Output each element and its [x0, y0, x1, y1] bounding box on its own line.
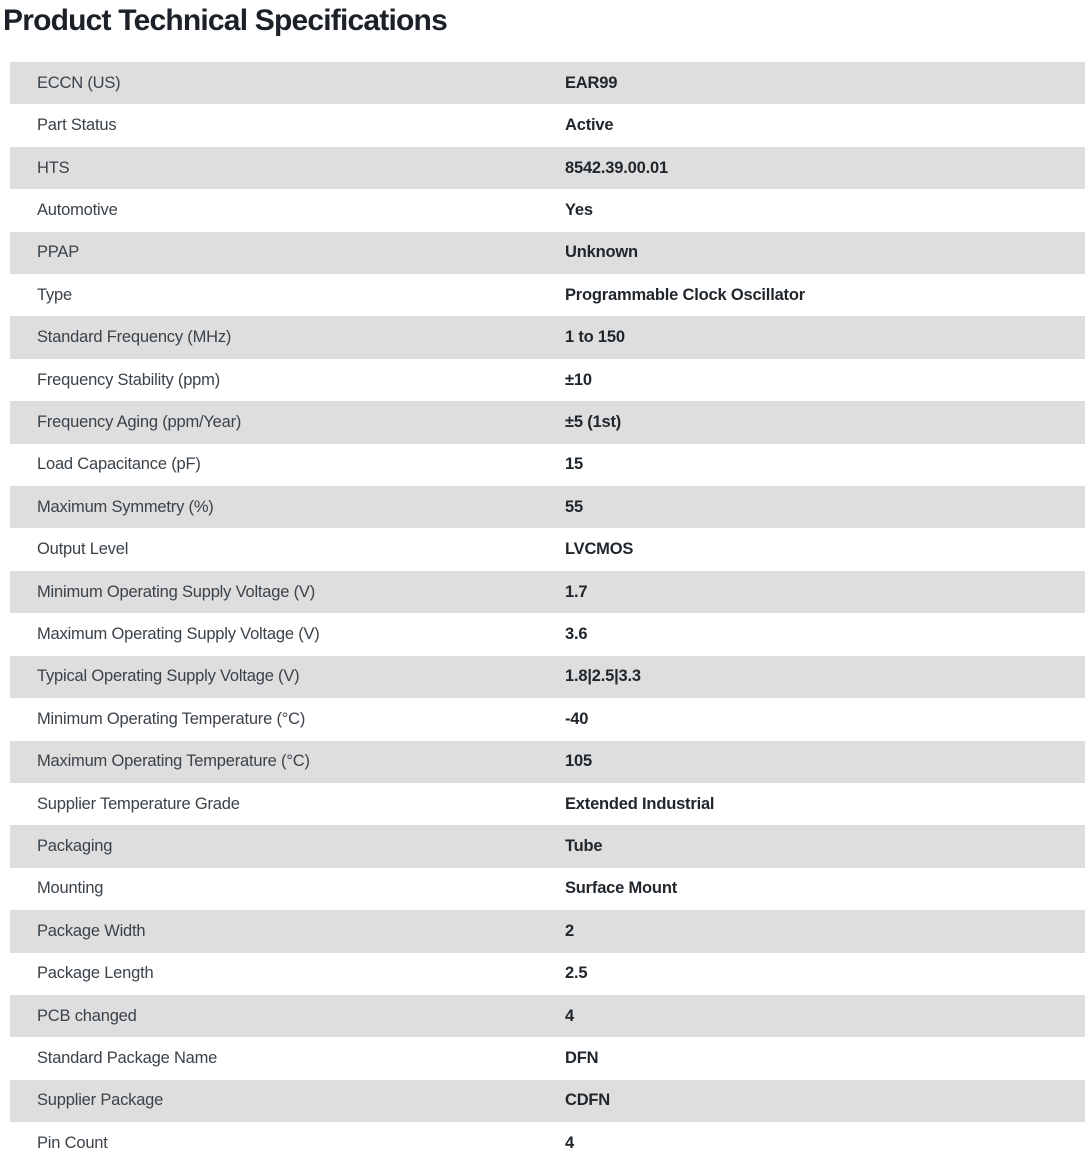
table-row — [10, 783, 1085, 825]
table-row — [10, 444, 1085, 486]
table-row — [10, 910, 1085, 952]
spec-label: PCB changed — [37, 1006, 137, 1025]
spec-label: HTS — [37, 158, 70, 177]
spec-value: 8542.39.00.01 — [565, 158, 668, 177]
table-row — [10, 189, 1085, 231]
spec-label: Package Width — [37, 921, 146, 940]
spec-value: 1.8|2.5|3.3 — [565, 667, 641, 686]
spec-value: Surface Mount — [565, 879, 677, 898]
table-row — [10, 1037, 1085, 1079]
spec-value: ±10 — [565, 370, 592, 389]
spec-value: DFN — [565, 1049, 599, 1068]
spec-value: 55 — [565, 497, 583, 516]
spec-label: PPAP — [37, 243, 79, 262]
table-row — [10, 571, 1085, 613]
table-row — [10, 1122, 1085, 1164]
table-row — [10, 825, 1085, 867]
spec-label: Mounting — [37, 879, 104, 898]
spec-value: 2 — [565, 921, 574, 940]
spec-label: Pin Count — [37, 1133, 108, 1152]
spec-value: Active — [565, 116, 614, 135]
table-row — [10, 359, 1085, 401]
table-row — [10, 741, 1085, 783]
spec-value: 4 — [565, 1133, 574, 1152]
spec-value: Programmable Clock Oscillator — [565, 285, 805, 304]
table-row — [10, 232, 1085, 274]
page-title: Product Technical Specifications — [3, 4, 447, 37]
spec-value: ±5 (1st) — [565, 412, 622, 431]
spec-label: Supplier Package — [37, 1091, 164, 1110]
spec-value: -40 — [565, 709, 589, 728]
spec-value: Extended Industrial — [565, 794, 715, 813]
table-row — [10, 147, 1085, 189]
spec-value: 15 — [565, 455, 583, 474]
spec-value: 3.6 — [565, 624, 588, 643]
spec-value: LVCMOS — [565, 540, 634, 559]
table-row — [10, 401, 1085, 443]
table-row — [10, 698, 1085, 740]
spec-value: Unknown — [565, 243, 638, 262]
spec-label: Packaging — [37, 837, 113, 856]
table-row — [10, 953, 1085, 995]
spec-label: Typical Operating Supply Voltage (V) — [37, 667, 300, 686]
spec-label: Standard Frequency (MHz) — [37, 328, 232, 347]
table-row — [10, 62, 1085, 104]
table-row — [10, 528, 1085, 570]
table-row — [10, 104, 1085, 146]
table-row — [10, 656, 1085, 698]
table-row — [10, 274, 1085, 316]
spec-value: CDFN — [565, 1091, 611, 1110]
spec-value: Yes — [565, 200, 593, 219]
spec-label: Output Level — [37, 540, 129, 559]
table-row — [10, 486, 1085, 528]
spec-label: Maximum Symmetry (%) — [37, 497, 214, 516]
spec-label: Package Length — [37, 964, 154, 983]
spec-table — [10, 62, 1085, 1165]
table-row — [10, 995, 1085, 1037]
spec-label: Minimum Operating Supply Voltage (V) — [37, 582, 316, 601]
spec-value: 105 — [565, 752, 592, 771]
spec-value: Tube — [565, 837, 603, 856]
spec-label: Minimum Operating Temperature (°C) — [37, 709, 306, 728]
spec-label: Maximum Operating Temperature (°C) — [37, 752, 310, 771]
spec-label: Maximum Operating Supply Voltage (V) — [37, 624, 320, 643]
spec-label: Part Status — [37, 116, 117, 135]
spec-value: 1.7 — [565, 582, 588, 601]
spec-label: Load Capacitance (pF) — [37, 455, 201, 474]
table-row — [10, 316, 1085, 358]
spec-label: Frequency Stability (ppm) — [37, 370, 220, 389]
spec-value: 2.5 — [565, 964, 588, 983]
spec-label: Type — [37, 285, 72, 304]
spec-value: 4 — [565, 1006, 574, 1025]
table-row — [10, 868, 1085, 910]
spec-label: Supplier Temperature Grade — [37, 794, 240, 813]
table-row — [10, 1080, 1085, 1122]
spec-value: 1 to 150 — [565, 328, 625, 347]
spec-value: EAR99 — [565, 73, 618, 92]
spec-label: ECCN (US) — [37, 73, 121, 92]
spec-label: Frequency Aging (ppm/Year) — [37, 412, 242, 431]
spec-label: Automotive — [37, 200, 118, 219]
title-bar — [0, 0, 1085, 62]
table-row — [10, 613, 1085, 655]
spec-label: Standard Package Name — [37, 1049, 218, 1068]
